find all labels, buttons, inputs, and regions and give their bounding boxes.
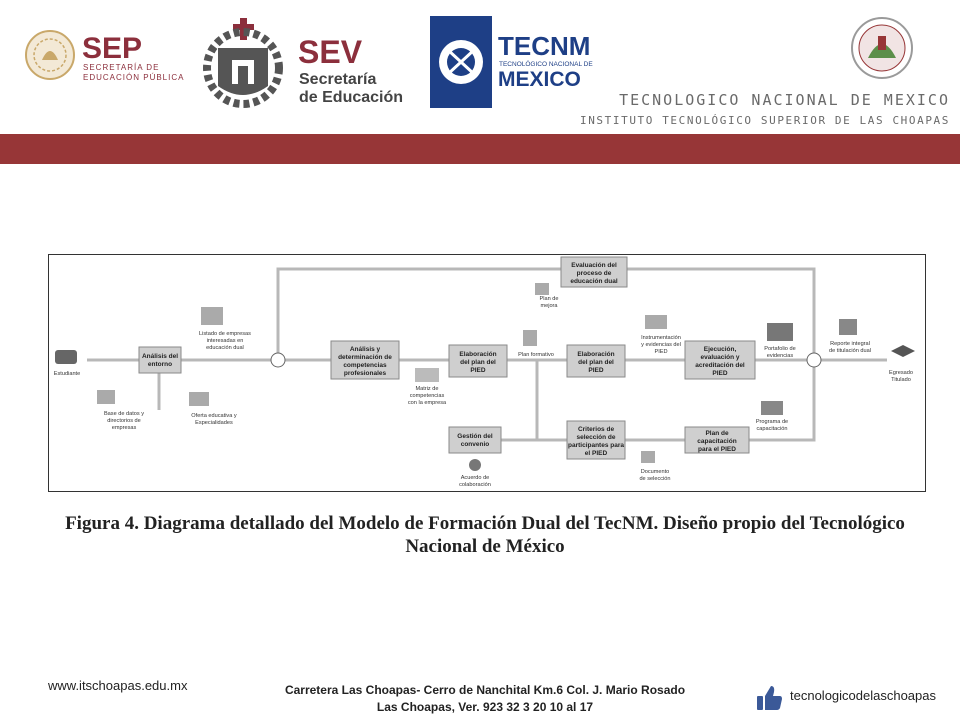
execution-label-3: acreditación del	[695, 362, 745, 369]
graduate-label-1: Egresado	[889, 370, 913, 376]
matrix-1: Matriz de	[415, 386, 439, 392]
veracruz-shield-icon	[207, 18, 279, 104]
junction-1	[271, 353, 285, 367]
selection-doc-2: de selección	[639, 476, 671, 482]
plan2-label-1: Elaboración	[577, 351, 615, 358]
dual-model-diagram	[48, 254, 926, 492]
like-icon[interactable]	[755, 684, 783, 712]
competences-label-1: Análisis y	[349, 346, 381, 353]
execution-label-4: PIED	[712, 370, 728, 377]
training-label-3: para el PIED	[698, 446, 736, 453]
offer-icon	[189, 392, 209, 406]
sev-name: SEV	[298, 34, 363, 70]
website-link[interactable]: www.itschoapas.edu.mx	[48, 678, 188, 693]
address-line-1: Carretera Las Choapas- Cerro de Nanchital Km.6 Col. J. Mario Rosado	[284, 683, 686, 697]
figure-caption	[40, 512, 930, 558]
competences-label-3: competencias	[343, 362, 387, 369]
evaluation-label-3: educación dual	[570, 278, 618, 285]
itschoapas-seal-icon	[852, 18, 912, 78]
caption-line-2: Nacional de México	[405, 536, 565, 557]
training-label-2: capacitación	[697, 438, 737, 445]
plan-pied-node-2	[567, 345, 625, 377]
program-2: capacitación	[756, 426, 788, 432]
companies-list-icon	[201, 307, 223, 325]
execution-node	[685, 341, 755, 379]
plan-pied-node-1	[449, 345, 507, 377]
criteria-label-3: participantes para	[568, 442, 624, 449]
sep-line2: EDUCACIÓN PÚBLICA	[83, 73, 185, 82]
matrix-3: con la empresa	[407, 400, 447, 406]
tecnm-gear-icon	[430, 16, 492, 108]
training-node	[685, 427, 749, 453]
student-node	[54, 350, 80, 377]
training-label-1: Plan de	[705, 430, 729, 437]
agreement-node	[449, 427, 501, 453]
database-icon	[97, 390, 115, 404]
mexico-coat-of-arms-icon	[26, 31, 74, 79]
program-1: Programa de	[755, 419, 789, 425]
analysis-label-1: Análisis del	[141, 353, 179, 360]
instruments-1: Instrumentación	[641, 335, 681, 341]
report-icon	[839, 319, 857, 335]
analysis-label-2: entorno	[147, 361, 173, 368]
evaluation-label-2: proceso de	[576, 270, 612, 277]
training-plan-label: Plan formativo	[518, 352, 554, 358]
evaluation-node	[561, 257, 627, 287]
sep-line1: SECRETARÍA DE	[83, 63, 160, 72]
tecnm-name: TECNM	[498, 31, 591, 61]
address-line-2: Las Choapas, Ver. 923 32 3 20 10 al 17	[376, 700, 594, 714]
databases-3: empresas	[111, 425, 137, 431]
companies-list-1: Listado de empresas	[199, 331, 251, 337]
offer-1: Oferta educativa y	[191, 413, 237, 419]
matrix-2: competencias	[409, 393, 445, 399]
plan1-label-1: Elaboración	[459, 351, 497, 358]
selection-doc-1: Documento	[640, 469, 670, 475]
criteria-label-2: selección de	[576, 434, 616, 441]
program-icon	[761, 401, 783, 415]
tecnm-line2: MEXICO	[498, 68, 581, 91]
header-band	[0, 134, 960, 164]
collab-1: Acuerdo de	[460, 475, 490, 481]
training-plan-icon	[523, 330, 537, 346]
analysis-node	[139, 347, 181, 373]
tecnm-line1: TECNOLÓGICO NACIONAL DE	[499, 61, 593, 68]
sev-line2: de Educación	[299, 89, 404, 106]
sev-line1: Secretaría	[299, 71, 377, 88]
plan1-label-3: PIED	[470, 367, 486, 374]
competences-node	[331, 341, 399, 379]
sep-name: SEP	[82, 32, 143, 65]
execution-label-1: Ejecución,	[703, 346, 737, 353]
report-2: de titulación dual	[829, 348, 871, 354]
report-1: Reporte integral	[830, 341, 870, 347]
improvement-2: mejora	[540, 303, 558, 309]
instruments-icon	[645, 315, 667, 329]
graduate-node	[889, 345, 915, 383]
collab-icon	[469, 459, 481, 471]
portfolio-2: evidencias	[766, 353, 794, 359]
agreement-label-2: convenio	[460, 441, 490, 448]
junction-2	[807, 353, 821, 367]
collab-2: colaboración	[459, 482, 491, 488]
criteria-label-1: Criterios de	[577, 426, 615, 433]
companies-list-2: interesadas en	[206, 338, 244, 344]
selection-doc-icon	[641, 451, 655, 463]
companies-list-3: educación dual	[206, 345, 244, 351]
instruments-3: PIED	[654, 349, 668, 355]
portfolio-icon	[767, 323, 793, 341]
evaluation-label-1: Evaluación del	[571, 262, 617, 269]
plan1-label-2: del plan del	[460, 359, 496, 366]
improvement-icon	[535, 283, 549, 295]
address	[200, 682, 770, 716]
graduate-label-2: Titulado	[891, 377, 911, 383]
student-label: Estudiante	[53, 371, 81, 377]
plan2-label-3: PIED	[588, 367, 604, 374]
improvement-1: Plan de	[539, 296, 559, 302]
agreement-label-1: Gestión del	[457, 433, 493, 440]
offer-2: Especialidades	[195, 420, 233, 426]
competences-label-4: profesionales	[343, 370, 387, 377]
institution-subtitle: INSTITUTO TECNOLÓGICO SUPERIOR DE LAS CHOAPAS	[579, 114, 950, 127]
social-handle[interactable]: tecnologicodelaschoapas	[790, 688, 936, 703]
execution-label-2: evaluación y	[700, 354, 740, 361]
databases-1: Base de datos y	[103, 411, 145, 417]
portfolio-1: Portafolio de	[764, 346, 796, 352]
diagram-canvas	[49, 255, 924, 490]
criteria-label-4: el PIED	[584, 450, 608, 457]
instruments-2: y evidencias del	[641, 342, 681, 348]
caption-line-1: Figura 4. Diagrama detallado del Modelo de Formación Dual del TecNM. Diseño propio del Tecnológico	[65, 513, 905, 534]
criteria-node	[567, 421, 625, 459]
databases-2: directorios de	[107, 418, 141, 424]
competences-label-2: determinación de	[338, 354, 392, 361]
matrix-icon	[415, 368, 439, 382]
institution-title: TECNOLOGICO NACIONAL DE MEXICO	[619, 91, 950, 109]
plan2-label-2: del plan del	[578, 359, 614, 366]
